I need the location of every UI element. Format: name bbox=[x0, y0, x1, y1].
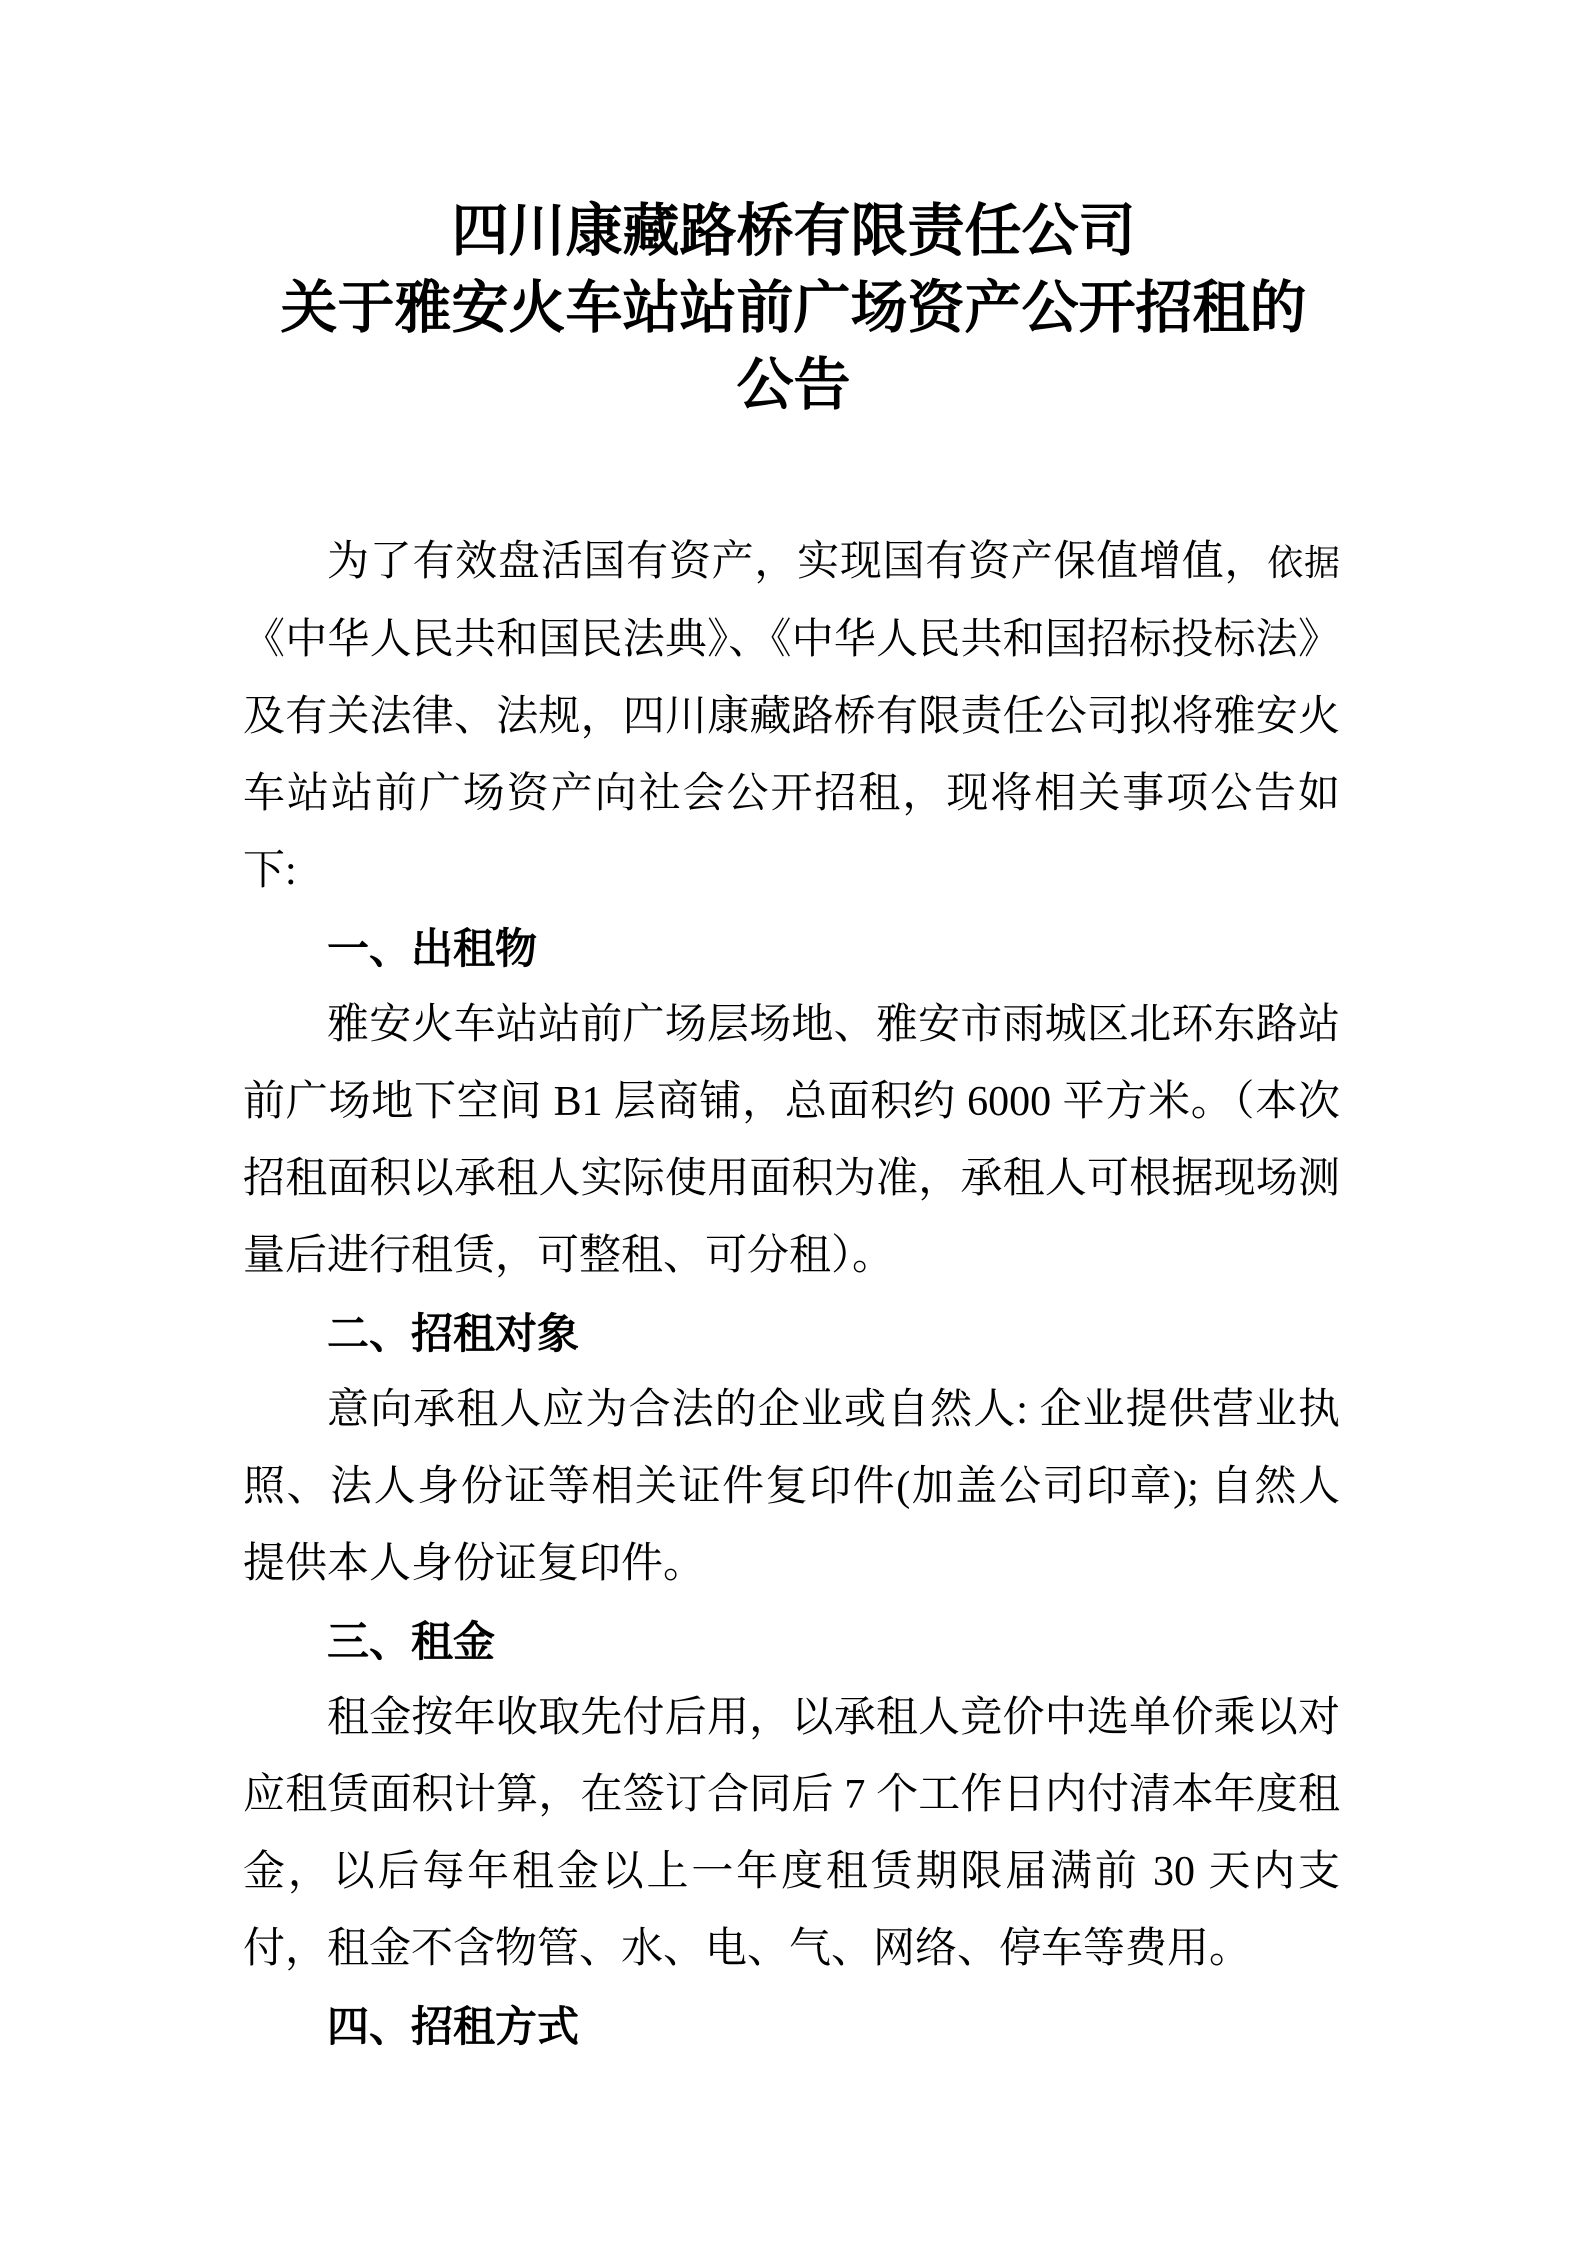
section-2-heading: 二、招租对象 bbox=[327, 1310, 580, 1357]
intro-segment-3: 《中华人民共和国民法典》、《中华人民共和国招标投标法》及有关法律、法规，四川康藏路桥有限责任公司拟将雅安火车站站前广场资产向社会公开招租，现将相关事项公告如下: bbox=[243, 617, 1340, 894]
document-body bbox=[243, 524, 1340, 2065]
document-title-line-2: 关于雅安火车站站前广场资产公开招租的 bbox=[280, 277, 1307, 340]
section-4-heading: 四、招租方式 bbox=[327, 2003, 580, 2050]
intro-paragraph bbox=[243, 524, 1340, 910]
section-1-paragraph: 雅安火车站站前广场层场地、雅安市雨城区北环东路站前广场地下空间 B1 层商铺，总面积约 6000 平方米。（本次招租面积以承租人实际使用面积为准，承租人可根据现场测量后进行租赁，可整租、可分租）。 bbox=[243, 1002, 1340, 1279]
intro-segment-1: 为了有效盘活国有资产，实现国有资产保值增值， bbox=[327, 539, 1268, 585]
section-3-paragraph: 租金按年收取先付后用，以承租人竞价中选单价乘以对应租赁面积计算，在签订合同后 7 个工作日内付清本年度租金，以后每年租金以上一年度租赁期限届满前 30 天内支付，租金不含物管、水、电、气、网络、停车等费用。 bbox=[243, 1695, 1340, 1972]
document-title-line-1: 四川康藏路桥有限责任公司 bbox=[451, 200, 1136, 263]
document-title bbox=[0, 193, 1587, 424]
section-3-heading: 三、租金 bbox=[327, 1618, 496, 1665]
document-title-line-3: 公告 bbox=[736, 354, 851, 417]
section-2-paragraph: 意向承租人应为合法的企业或自然人: 企业提供营业执照、法人身份证等相关证件复印件(加盖公司印章); 自然人提供本人身份证复印件。 bbox=[243, 1387, 1340, 1587]
intro-segment-2-small: 依据 bbox=[1267, 543, 1340, 583]
section-1-heading: 一、出租物 bbox=[327, 925, 538, 972]
